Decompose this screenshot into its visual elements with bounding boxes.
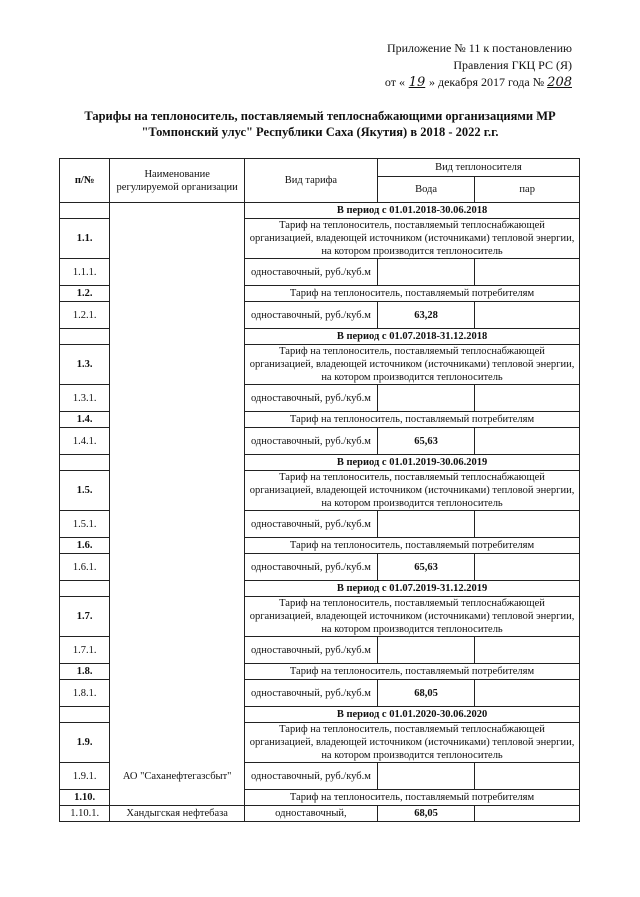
- water-value: 68,05: [377, 680, 475, 707]
- water-value: [377, 637, 475, 664]
- item-number: 1.9.1.: [60, 763, 110, 790]
- steam-value: [475, 806, 580, 822]
- item-number: 1.8.1.: [60, 680, 110, 707]
- water-value: 65,63: [377, 428, 475, 455]
- period-label: В период с 01.01.2020-30.06.2020: [245, 707, 580, 723]
- steam-value: [475, 302, 580, 329]
- item-number: 1.1.1.: [60, 259, 110, 286]
- section-number: 1.7.: [60, 597, 110, 637]
- steam-value: [475, 428, 580, 455]
- water-value: [377, 511, 475, 538]
- steam-value: [475, 511, 580, 538]
- section-number: 1.10.: [60, 790, 110, 806]
- section-description: Тариф на теплоноситель, поставляемый потребителям: [245, 664, 580, 680]
- row-num-empty: [60, 581, 110, 597]
- header-from-prefix: от «: [384, 75, 405, 89]
- section-description: Тариф на теплоноситель, поставляемый теплоснабжающей организацией, владеющей источником (источниками) тепловой энергии, на котором производится теплоноситель: [245, 219, 580, 259]
- steam-value: [475, 259, 580, 286]
- item-number: 1.5.1.: [60, 511, 110, 538]
- section-description: Тариф на теплоноситель, поставляемый теплоснабжающей организацией, владеющей источником (источниками) тепловой энергии, на котором производится теплоноситель: [245, 345, 580, 385]
- table-row: [60, 203, 580, 219]
- water-value: [377, 763, 475, 790]
- org-cell-lower: Хандыгская нефтебаза: [110, 806, 245, 822]
- section-description: Тариф на теплоноситель, поставляемый потребителям: [245, 412, 580, 428]
- tariff-table: [59, 158, 580, 822]
- section-number: 1.6.: [60, 538, 110, 554]
- row-num-empty: [60, 203, 110, 219]
- tariff-type: одноставочный, руб./куб.м: [245, 680, 378, 707]
- item-number: 1.3.1.: [60, 385, 110, 412]
- table-body: [60, 203, 580, 822]
- item-number: 1.6.1.: [60, 554, 110, 581]
- steam-value: [475, 554, 580, 581]
- row-num-empty: [60, 329, 110, 345]
- section-number: 1.9.: [60, 723, 110, 763]
- item-number: 1.2.1.: [60, 302, 110, 329]
- tariff-type: одноставочный, руб./куб.м: [245, 554, 378, 581]
- header-line-3: [385, 74, 572, 91]
- water-value: 65,63: [377, 554, 475, 581]
- tariff-type: одноставочный, руб./куб.м: [245, 637, 378, 664]
- section-description: Тариф на теплоноситель, поставляемый потребителям: [245, 790, 580, 806]
- org-cell-upper: АО "Саханефтегазсбыт": [110, 203, 245, 806]
- section-description: Тариф на теплоноситель, поставляемый теплоснабжающей организацией, владеющей источником (источниками) тепловой энергии, на котором производится теплоноситель: [245, 723, 580, 763]
- row-num-empty: [60, 455, 110, 471]
- section-number: 1.8.: [60, 664, 110, 680]
- handwritten-number: 208: [547, 75, 572, 90]
- section-number: 1.1.: [60, 219, 110, 259]
- tariff-type: одноставочный, руб./куб.м: [245, 259, 378, 286]
- section-number: 1.2.: [60, 286, 110, 302]
- table-row: [60, 806, 580, 822]
- water-value: 63,28: [377, 302, 475, 329]
- tariff-type: одноставочный, руб./куб.м: [245, 302, 378, 329]
- tariff-type: одноставочный, руб./куб.м: [245, 511, 378, 538]
- header-water: Вода: [377, 177, 475, 203]
- section-description: Тариф на теплоноситель, поставляемый теплоснабжающей организацией, владеющей источником (источниками) тепловой энергии, на котором производится теплоноситель: [245, 597, 580, 637]
- steam-value: [475, 680, 580, 707]
- header-num: п/№: [60, 159, 110, 203]
- tariff-type: одноставочный, руб./куб.м: [245, 428, 378, 455]
- header-line-1: Приложение № 11 к постановлению: [386, 41, 572, 55]
- steam-value: [475, 385, 580, 412]
- steam-value: [475, 637, 580, 664]
- header-date-text: » декабря 2017 года №: [428, 75, 545, 89]
- period-label: В период с 01.07.2019-31.12.2019: [245, 581, 580, 597]
- document-title: [50, 108, 590, 140]
- section-number: 1.4.: [60, 412, 110, 428]
- item-number: 1.10.1.: [60, 806, 110, 822]
- section-description: Тариф на теплоноситель, поставляемый теплоснабжающей организацией, владеющей источником (источниками) тепловой энергии, на котором производится теплоноситель: [245, 471, 580, 511]
- period-label: В период с 01.01.2018-30.06.2018: [245, 203, 580, 219]
- section-description: Тариф на теплоноситель, поставляемый потребителям: [245, 286, 580, 302]
- section-description: Тариф на теплоноситель, поставляемый потребителям: [245, 538, 580, 554]
- item-number: 1.7.1.: [60, 637, 110, 664]
- handwritten-day: 19: [408, 75, 426, 90]
- section-number: 1.3.: [60, 345, 110, 385]
- title-line-2: "Томпонский улус" Республики Саха (Якутия) в 2018 - 2022 г.г.: [141, 125, 499, 139]
- tariff-type: одноставочный, руб./куб.м: [245, 763, 378, 790]
- row-num-empty: [60, 707, 110, 723]
- header-line-2: Правления ГКЦ РС (Я): [453, 58, 572, 72]
- header-tariff: Вид тарифа: [245, 159, 378, 203]
- document-header: [385, 40, 572, 91]
- section-number: 1.5.: [60, 471, 110, 511]
- tariff-type: одноставочный,: [245, 806, 378, 822]
- period-label: В период с 01.07.2018-31.12.2018: [245, 329, 580, 345]
- tariff-type: одноставочный, руб./куб.м: [245, 385, 378, 412]
- header-carrier: Вид теплоносителя: [377, 159, 579, 177]
- water-value: [377, 385, 475, 412]
- item-number: 1.4.1.: [60, 428, 110, 455]
- period-label: В период с 01.01.2019-30.06.2019: [245, 455, 580, 471]
- water-value: [377, 259, 475, 286]
- title-line-1: Тарифы на теплоноситель, поставляемый теплоснабжающими организациями МР: [84, 109, 556, 123]
- water-value: 68,05: [377, 806, 475, 822]
- header-steam: пар: [475, 177, 580, 203]
- header-org: Наименование регулируемой организации: [110, 159, 245, 203]
- steam-value: [475, 763, 580, 790]
